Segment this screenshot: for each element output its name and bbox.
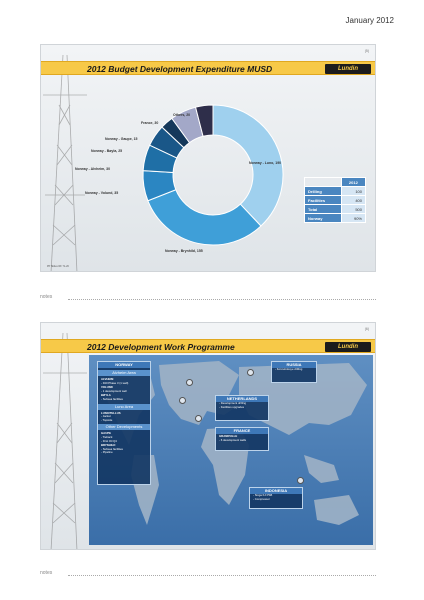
slide-title: 2012 Budget Development Expenditure MUSD (87, 64, 273, 74)
lundin-logo: Lundin (325, 342, 371, 352)
pie-slice-0 (213, 105, 283, 226)
russia-panel: RUSSIA - Korovinskoye drilling (271, 361, 317, 383)
title-bar (41, 61, 376, 75)
document-date: January 2012 (345, 16, 394, 25)
label-volund: Norway - Volund, 35 (85, 191, 119, 195)
page-number: (5) (364, 49, 369, 53)
slide-budget-expenditure (40, 44, 376, 272)
notes-label: notes (40, 570, 53, 576)
notes-line (68, 575, 376, 576)
pie-slice-1 (148, 190, 261, 245)
indonesia-panel: INDONESIA - Singa KJ PSB - Compressor (249, 487, 303, 509)
slide-title: 2012 Development Work Programme (87, 342, 235, 352)
page-number: (6) (364, 327, 369, 331)
location-marker-icon (297, 477, 304, 484)
location-marker-icon (195, 415, 202, 422)
label-france: France, 30 (141, 121, 159, 125)
norway-panel: NORWAY Alvheim Area ALVHEIM - Drill Phase 3 (1 well) VOLUND - 1 development well BØYLA - Subsea facilities Luno Area LUNO/TELLUS - Jacket - Topside Other Developments GAUPE - Tieback - First Oil Q4 BRYNHILD - Subsea facilities - Pipeline (97, 361, 151, 485)
budget-table (304, 177, 366, 223)
table-row: Facilities 400 (305, 196, 366, 205)
label-brynhild: Norway - Brynhild, 155 (165, 249, 203, 253)
location-marker-icon (247, 369, 254, 376)
table-row: Total 500 (305, 205, 366, 214)
table-header-year: 2012 (341, 178, 365, 187)
table-row: Drilling 100 (305, 187, 366, 196)
title-bar (41, 339, 376, 353)
lundin-logo: Lundin (325, 64, 371, 74)
slide-development-programme (40, 322, 376, 550)
notes-line (68, 299, 376, 300)
location-marker-icon (186, 379, 193, 386)
drilling-rig-graphic (41, 323, 89, 550)
label-others: Others, 20 (173, 113, 191, 117)
drilling-rig-graphic (41, 45, 89, 272)
label-luno: Norway - Luno, 190 (249, 161, 282, 165)
label-gaupe: Norway - Gaupe, 15 (105, 137, 138, 141)
france-panel: FRANCE GRANDVILLE - 6 development wells (215, 427, 269, 451)
location-marker-icon (179, 397, 186, 404)
label-boyla: Norway - Bøyla, 25 (91, 149, 123, 153)
notes-label: notes (40, 294, 53, 300)
footnote: PP Slides RF 71-20 (47, 265, 69, 268)
label-alvheim: Norway - Alvheim, 30 (75, 167, 111, 171)
world-map (89, 355, 373, 545)
table-row: Norway 90% (305, 214, 366, 223)
netherlands-panel: NETHERLANDS - Development drilling - Facilities upgrades (215, 395, 269, 421)
expenditure-donut-chart (75, 83, 317, 263)
